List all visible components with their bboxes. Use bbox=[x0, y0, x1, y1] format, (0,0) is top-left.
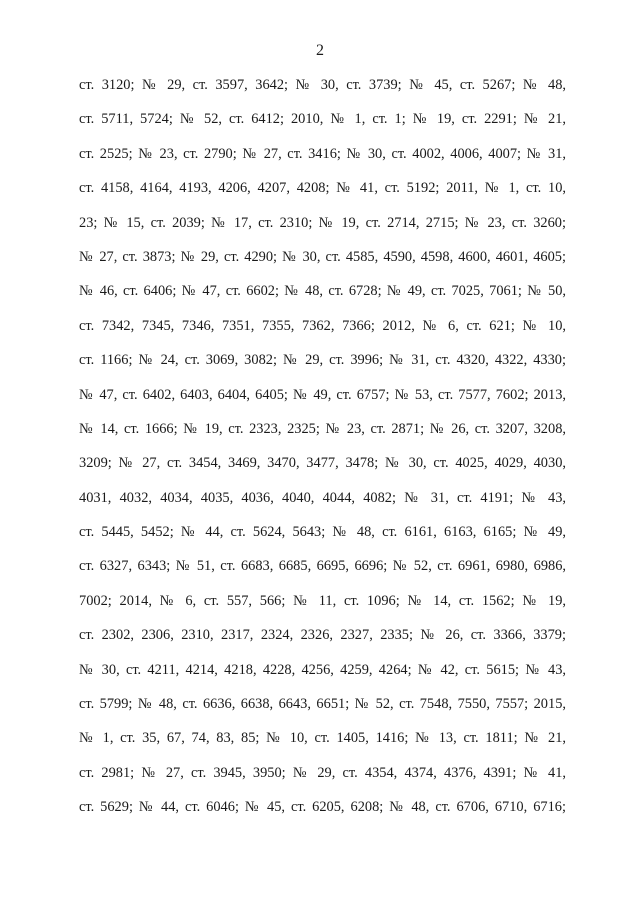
text-line: ст. 5711, 5724; № 52, ст. 6412; 2010, № 1, ст. 1; № 19, ст. 2291; № 21, bbox=[79, 111, 566, 128]
text-line: № 47, ст. 6402, 6403, 6404, 6405; № 49, ст. 6757; № 53, ст. 7577, 7602; 2013, bbox=[79, 386, 566, 403]
text-line: ст. 6327, 6343; № 51, ст. 6683, 6685, 6695, 6696; № 52, ст. 6961, 6980, 6986, bbox=[79, 558, 566, 575]
text-line: 3209; № 27, ст. 3454, 3469, 3470, 3477, 3478; № 30, ст. 4025, 4029, 4030, bbox=[79, 455, 566, 472]
body-text bbox=[79, 75, 566, 832]
text-line: № 14, ст. 1666; № 19, ст. 2323, 2325; № 23, ст. 2871; № 26, ст. 3207, 3208, bbox=[79, 420, 566, 437]
text-line: № 30, ст. 4211, 4214, 4218, 4228, 4256, 4259, 4264; № 42, ст. 5615; № 43, bbox=[79, 661, 566, 678]
text-line: ст. 3120; № 29, ст. 3597, 3642; № 30, ст. 3739; № 45, ст. 5267; № 48, bbox=[79, 77, 566, 93]
text-line: ст. 1166; № 24, ст. 3069, 3082; № 29, ст. 3996; № 31, ст. 4320, 4322, 4330; bbox=[79, 352, 566, 369]
text-line: ст. 2981; № 27, ст. 3945, 3950; № 29, ст. 4354, 4374, 4376, 4391; № 41, bbox=[79, 764, 566, 781]
text-line: № 27, ст. 3873; № 29, ст. 4290; № 30, ст. 4585, 4590, 4598, 4600, 4601, 4605; bbox=[79, 248, 566, 265]
text-line: ст. 7342, 7345, 7346, 7351, 7355, 7362, 7366; 2012, № 6, ст. 621; № 10, bbox=[79, 317, 566, 334]
text-line: ст. 5799; № 48, ст. 6636, 6638, 6643, 6651; № 52, ст. 7548, 7550, 7557; 2015, bbox=[79, 696, 566, 713]
text-line: ст. 4158, 4164, 4193, 4206, 4207, 4208; № 41, ст. 5192; 2011, № 1, ст. 10, bbox=[79, 180, 566, 197]
text-line: 23; № 15, ст. 2039; № 17, ст. 2310; № 19, ст. 2714, 2715; № 23, ст. 3260; bbox=[79, 214, 566, 231]
text-line: ст. 2302, 2306, 2310, 2317, 2324, 2326, 2327, 2335; № 26, ст. 3366, 3379; bbox=[79, 627, 566, 644]
text-line: 7002; 2014, № 6, ст. 557, 566; № 11, ст. 1096; № 14, ст. 1562; № 19, bbox=[79, 592, 566, 609]
text-line: ст. 5629; № 44, ст. 6046; № 45, ст. 6205, 6208; № 48, ст. 6706, 6710, 6716; bbox=[79, 799, 566, 816]
page-number: 2 bbox=[316, 42, 324, 59]
text-line: № 46, ст. 6406; № 47, ст. 6602; № 48, ст. 6728; № 49, ст. 7025, 7061; № 50, bbox=[79, 283, 566, 300]
text-line: ст. 5445, 5452; № 44, ст. 5624, 5643; № 48, ст. 6161, 6163, 6165; № 49, bbox=[79, 524, 566, 541]
text-line: ст. 2525; № 23, ст. 2790; № 27, ст. 3416; № 30, ст. 4002, 4006, 4007; № 31, bbox=[79, 145, 566, 162]
text-line: № 1, ст. 35, 67, 74, 83, 85; № 10, ст. 1405, 1416; № 13, ст. 1811; № 21, bbox=[79, 730, 566, 747]
text-line: 4031, 4032, 4034, 4035, 4036, 4040, 4044, 4082; № 31, ст. 4191; № 43, bbox=[79, 489, 566, 506]
